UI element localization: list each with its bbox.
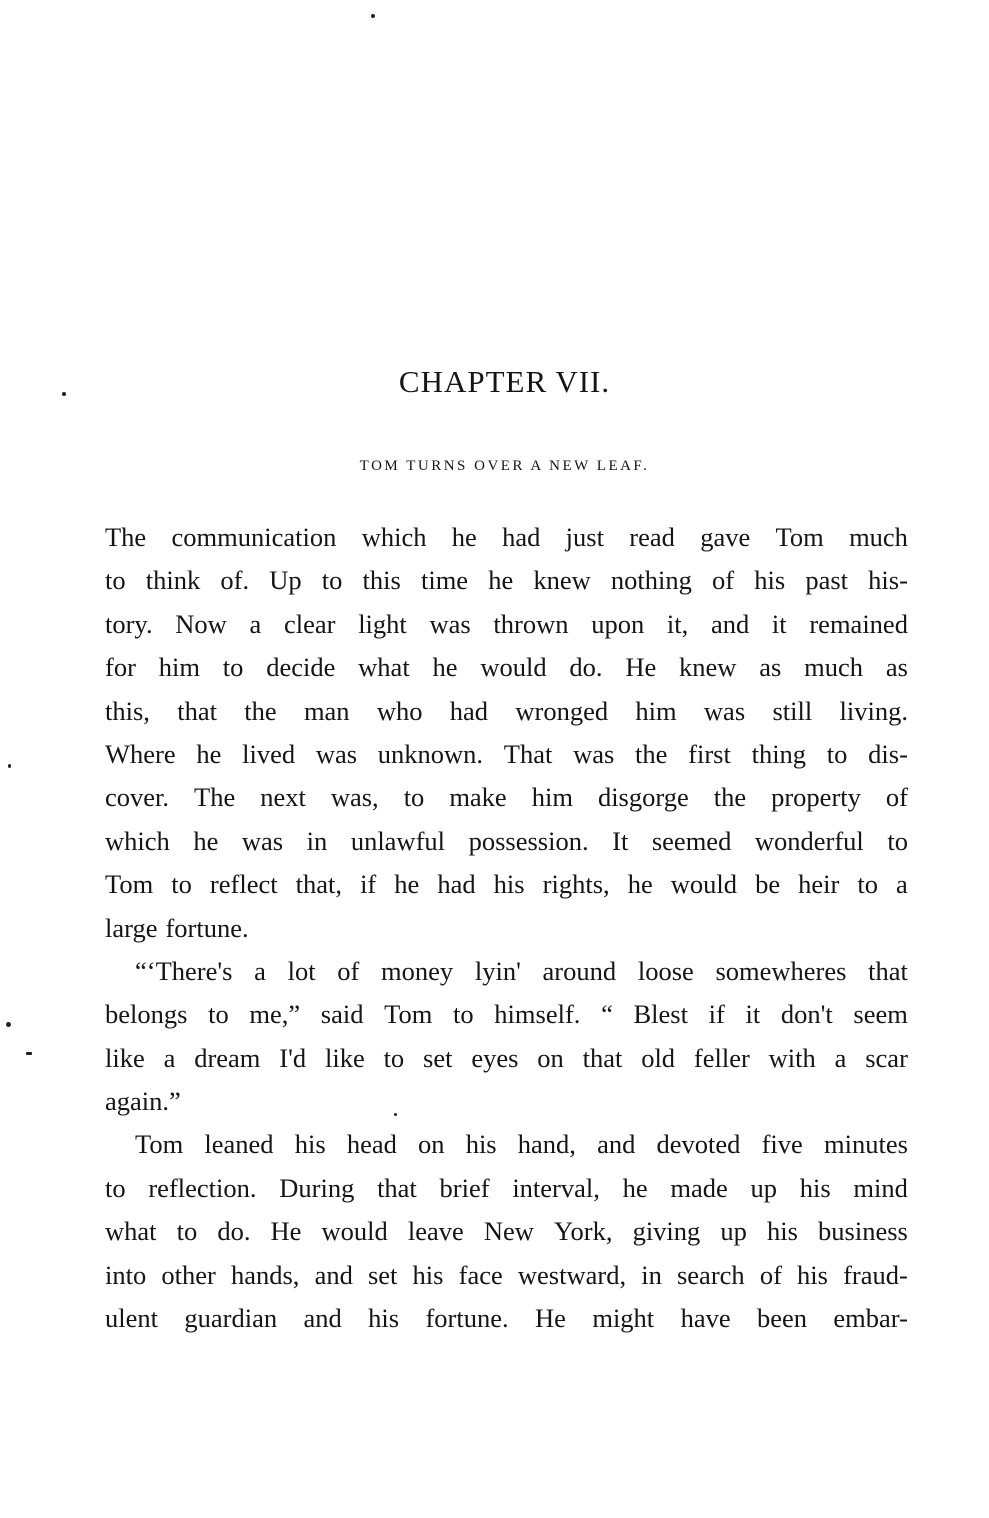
word: a <box>249 608 262 639</box>
word: wronged <box>515 695 609 726</box>
word: nothing <box>610 565 692 596</box>
word: this, <box>105 695 150 726</box>
word: the <box>713 782 747 813</box>
word: much <box>849 522 908 552</box>
word: on <box>418 1129 445 1160</box>
word: He <box>535 1303 566 1334</box>
word: he <box>622 1172 648 1203</box>
word: ulent <box>105 1303 158 1334</box>
word: dis- <box>868 738 908 769</box>
text-line <box>105 646 908 689</box>
scan-speck <box>371 14 375 18</box>
text-line <box>105 733 908 776</box>
word: a <box>254 955 266 986</box>
word: of <box>885 782 908 813</box>
word: his <box>465 1129 497 1160</box>
word: of <box>712 565 735 596</box>
word: make <box>449 782 507 813</box>
word: set <box>423 1042 453 1073</box>
word: time <box>420 565 469 596</box>
word: a <box>163 1042 176 1073</box>
scan-speck <box>6 1022 11 1027</box>
word: decide <box>266 652 336 683</box>
word: eyes <box>471 1042 519 1073</box>
word: what <box>105 1216 157 1247</box>
word: his <box>412 1259 444 1290</box>
word: a <box>896 869 908 900</box>
word: Tom <box>135 1129 184 1160</box>
word: wonderful <box>754 825 864 856</box>
word: Tom <box>105 869 154 900</box>
text-line <box>105 516 908 559</box>
word: York, <box>554 1216 613 1247</box>
scan-speck <box>394 1113 397 1116</box>
word: to <box>887 825 908 856</box>
word: tory. <box>105 608 153 639</box>
word: in <box>306 825 328 856</box>
word: past <box>805 565 849 596</box>
word: he <box>394 869 420 900</box>
word: interval, <box>512 1172 600 1203</box>
word: was <box>315 738 358 769</box>
word: was <box>573 738 615 769</box>
word: of <box>759 1259 782 1290</box>
word: what <box>358 652 410 683</box>
word: was, <box>330 782 379 813</box>
word: the <box>635 738 668 769</box>
word: to <box>826 738 848 769</box>
word: “‘There's <box>135 955 233 986</box>
word: be <box>755 869 781 900</box>
word: of <box>337 955 360 986</box>
word: that <box>377 1172 417 1203</box>
text-line <box>105 776 908 819</box>
word: again.” <box>105 1086 181 1117</box>
word: into <box>105 1259 147 1290</box>
word: which <box>361 522 427 552</box>
word: his <box>368 1303 400 1334</box>
chapter-subtitle: TOM TURNS OVER A NEW LEAF. <box>359 458 650 474</box>
word: his <box>797 1259 828 1290</box>
word: guardian <box>184 1303 278 1334</box>
word: up <box>720 1216 747 1247</box>
text-line <box>105 1167 908 1210</box>
word: it <box>771 608 787 639</box>
word: disgorge <box>597 782 689 813</box>
word: seem <box>853 999 908 1030</box>
word: much <box>804 652 864 683</box>
word: it <box>745 999 761 1030</box>
word: do. <box>569 652 603 683</box>
word: cover. <box>105 782 170 813</box>
text-line <box>105 1210 908 1253</box>
word: loose <box>637 955 694 986</box>
word: that <box>582 1042 623 1073</box>
word: heir <box>798 869 840 900</box>
word: first <box>688 738 731 769</box>
word: The <box>105 522 147 552</box>
text-line <box>105 820 908 863</box>
word: that <box>177 695 217 726</box>
word: Tom <box>775 522 824 552</box>
word: if <box>360 869 377 900</box>
text-line <box>105 863 908 906</box>
text-line <box>105 1123 908 1166</box>
word: he <box>627 869 653 900</box>
word: business <box>818 1216 908 1247</box>
chapter-title: CHAPTER VII. <box>398 364 611 399</box>
word: search <box>676 1259 745 1290</box>
word: head <box>346 1129 397 1160</box>
word: had <box>449 695 489 726</box>
word: and <box>314 1259 353 1290</box>
word: leave <box>407 1216 464 1247</box>
word: he <box>432 652 458 683</box>
word: fraud- <box>843 1259 908 1290</box>
word: lyin' <box>474 955 521 986</box>
word: fortune. <box>425 1303 509 1334</box>
word: property <box>771 782 861 813</box>
word: set <box>367 1259 398 1290</box>
word: to <box>222 652 244 683</box>
word: would <box>670 869 738 900</box>
scan-speck <box>26 1052 32 1055</box>
text-line <box>105 1037 908 1080</box>
word: brief <box>439 1172 490 1203</box>
word: his <box>294 1129 326 1160</box>
word: said <box>320 999 364 1030</box>
word: lived <box>242 738 296 769</box>
word: The <box>194 782 236 813</box>
word: as <box>885 652 908 683</box>
word: reflection. <box>148 1172 257 1203</box>
word: man <box>303 695 350 726</box>
word: face <box>458 1259 503 1290</box>
text-line <box>105 907 908 950</box>
word: the <box>244 695 277 726</box>
text-line <box>105 603 908 646</box>
word: hands, <box>230 1259 300 1290</box>
word: in <box>641 1259 662 1290</box>
word: if <box>708 999 725 1030</box>
word: hand, <box>517 1129 576 1160</box>
word: to <box>105 565 126 596</box>
word: like <box>324 1042 365 1073</box>
word: on <box>537 1042 564 1073</box>
word: embar- <box>833 1303 908 1334</box>
word: reflect <box>209 869 278 900</box>
text-line <box>105 950 908 993</box>
word: lot <box>287 955 316 986</box>
text-line <box>105 1080 908 1123</box>
word: would <box>321 1216 388 1247</box>
word: up <box>750 1172 777 1203</box>
word: living. <box>839 695 908 726</box>
word: his <box>493 869 525 900</box>
word: possession. <box>468 825 589 856</box>
word: to <box>383 1042 405 1073</box>
word: to <box>403 782 425 813</box>
word: like <box>105 1042 145 1073</box>
word: minutes <box>823 1129 908 1160</box>
word: for <box>105 652 136 683</box>
word: had <box>437 869 476 900</box>
text-line <box>105 993 908 1036</box>
word: mind <box>853 1172 908 1203</box>
word: him <box>531 782 573 813</box>
word: Tom <box>384 999 433 1030</box>
word: fortune. <box>165 912 249 943</box>
word: his <box>754 565 786 596</box>
word: next <box>260 782 306 813</box>
word: old <box>641 1042 676 1073</box>
word: New <box>483 1216 534 1247</box>
word: He <box>625 652 657 683</box>
word: westward, <box>517 1259 627 1290</box>
word: a <box>834 1042 847 1073</box>
word: leaned <box>204 1129 274 1160</box>
word: light <box>358 608 407 639</box>
word: dream <box>194 1042 261 1073</box>
word: was <box>241 825 284 856</box>
word: his <box>799 1172 831 1203</box>
word: he <box>451 522 477 552</box>
word: himself. <box>494 999 581 1030</box>
word: and <box>597 1129 636 1160</box>
word: it, <box>666 608 689 639</box>
word: Up <box>269 565 302 596</box>
word: That <box>503 738 553 769</box>
word: other <box>161 1259 216 1290</box>
word: money <box>381 955 454 986</box>
word: to <box>171 869 192 900</box>
word: giving <box>632 1216 701 1247</box>
word: do. <box>217 1216 251 1247</box>
word: think <box>145 565 201 596</box>
word: don't <box>780 999 833 1030</box>
word: It <box>612 825 629 856</box>
word: upon <box>591 608 645 639</box>
word: “ <box>601 999 613 1030</box>
word: communication <box>171 522 337 552</box>
word: as <box>759 652 782 683</box>
word: clear <box>284 608 336 639</box>
word: just <box>565 522 604 552</box>
word: had <box>502 522 541 552</box>
word: was <box>703 695 746 726</box>
word: his- <box>868 565 908 596</box>
text-line <box>105 1297 908 1340</box>
word: to <box>208 999 229 1030</box>
scan-speck <box>8 764 11 768</box>
word: me,” <box>249 999 301 1030</box>
word: who <box>376 695 423 726</box>
word: made <box>670 1172 728 1203</box>
word: with <box>768 1042 816 1073</box>
word: to <box>453 999 474 1030</box>
text-line <box>105 690 908 733</box>
word: him <box>635 695 677 726</box>
word: rights, <box>542 869 610 900</box>
word: During <box>279 1172 355 1203</box>
word: feller <box>693 1042 750 1073</box>
word: around <box>542 955 617 986</box>
word: read <box>629 522 675 552</box>
word: still <box>772 695 813 726</box>
word: that, <box>295 869 343 900</box>
word: and <box>710 608 750 639</box>
word: thing <box>751 738 807 769</box>
word: Now <box>175 608 227 639</box>
word: to <box>176 1216 198 1247</box>
word: have <box>680 1303 731 1334</box>
text-line <box>105 1254 908 1297</box>
word: this <box>362 565 401 596</box>
word: devoted <box>656 1129 741 1160</box>
word: Where <box>105 738 176 769</box>
word: might <box>592 1303 655 1334</box>
word: to <box>321 565 343 596</box>
word: Blest <box>633 999 688 1030</box>
word: would <box>480 652 547 683</box>
word: he <box>488 565 514 596</box>
word: was <box>429 608 471 639</box>
word: gave <box>700 522 751 552</box>
word: he <box>193 825 219 856</box>
word: his <box>766 1216 798 1247</box>
word: knew <box>679 652 737 683</box>
word: knew <box>533 565 591 596</box>
word: unlawful <box>350 825 446 856</box>
word: large <box>105 912 158 943</box>
word: to <box>857 869 878 900</box>
word: I'd <box>279 1042 307 1073</box>
word: unknown. <box>377 738 484 769</box>
word: which <box>105 825 170 856</box>
text-line <box>105 559 908 602</box>
word: seemed <box>651 825 732 856</box>
word: that <box>868 955 908 986</box>
word: he <box>196 738 222 769</box>
word: and <box>303 1303 342 1334</box>
word: five <box>761 1129 803 1160</box>
word: somewheres <box>715 955 847 986</box>
word: scar <box>865 1042 908 1073</box>
word: to <box>105 1172 126 1203</box>
word: been <box>756 1303 808 1334</box>
word: of. <box>220 565 250 596</box>
word: He <box>270 1216 302 1247</box>
word: belongs <box>105 999 188 1030</box>
word: him <box>158 652 200 683</box>
scan-speck <box>62 392 66 396</box>
word: thrown <box>493 608 569 639</box>
word: remained <box>809 608 908 639</box>
chapter-body <box>105 516 908 1340</box>
